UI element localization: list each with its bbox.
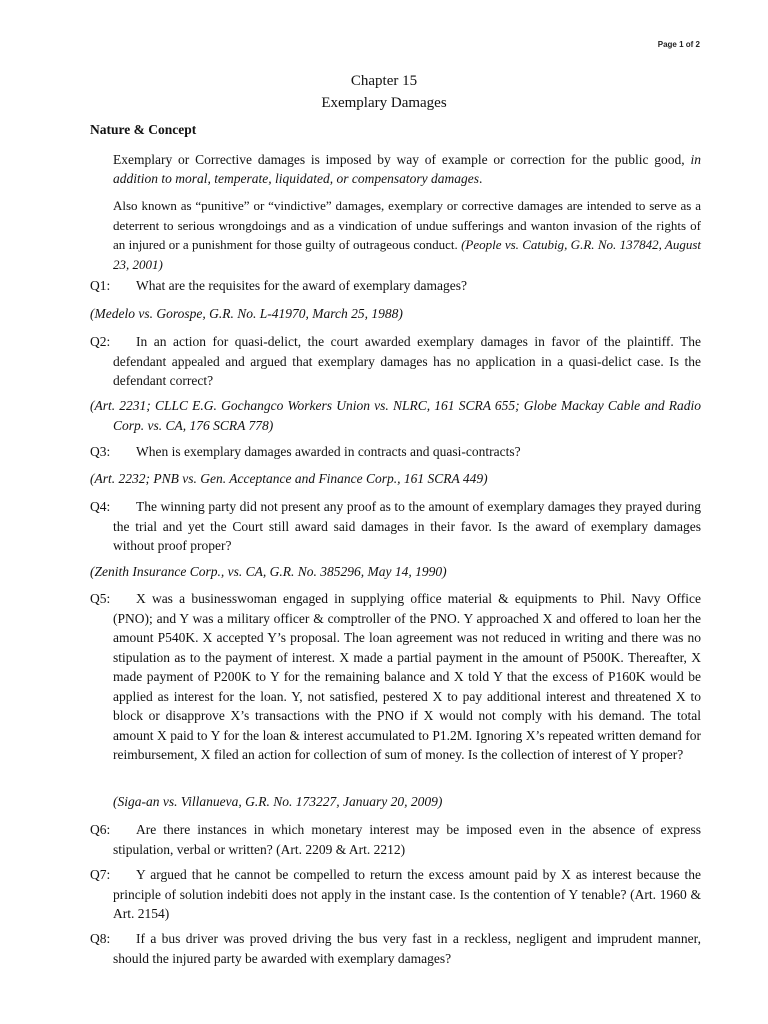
paragraph-definition: Exemplary or Corrective damages is imposed by way of example or correction for the public good, in addition to moral, temperate, liquidated, or compensatory damages. xyxy=(113,152,702,186)
question-label: Q1: xyxy=(90,278,111,293)
chapter-title-block xyxy=(0,70,768,114)
citation-4 xyxy=(90,562,701,582)
question-label: Q4: xyxy=(90,499,111,514)
question-text: In an action for quasi-delict, the court awarded exemplary damages in favor of the plaintiff. The defendant appealed and argued that exemplary damages has no application in a quasi-delict case. Is the defendant correct? xyxy=(113,334,701,388)
citation-3 xyxy=(90,469,701,489)
question-text: Are there instances in which monetary interest may be imposed even in the absence of express stipulation, verbal or written? (Art. 2209 & Art. 2212) xyxy=(113,822,701,857)
question-label: Q7: xyxy=(90,867,111,882)
page-number: Page 1 of 2 xyxy=(657,40,700,49)
citation-1 xyxy=(90,304,701,324)
citation-5 xyxy=(113,792,701,812)
question-7 xyxy=(90,865,701,924)
question-5 xyxy=(90,589,701,765)
question-8 xyxy=(90,929,701,968)
question-label: Q8: xyxy=(90,931,111,946)
question-4 xyxy=(90,497,701,556)
question-text: The winning party did not present any proof as to the amount of exemplary damages they prayed during the trial and yet the Court still award said damages in their favor. Is the award of exemplary damages without proof proper? xyxy=(113,499,701,553)
definition-italic: in addition to moral, temperate, liquidated, or compensatory damages xyxy=(113,152,702,186)
paragraph-also-known xyxy=(113,196,701,274)
question-text: If a bus driver was proved driving the bus very fast in a reckless, negligent and imprudent manner, should the injured party be awarded with exemplary damages? xyxy=(113,931,701,966)
question-6 xyxy=(90,820,701,859)
chapter-title: Exemplary Damages xyxy=(321,95,447,111)
citation-text: (Art. 2232; PNB vs. Gen. Acceptance and Finance Corp., 161 SCRA 449) xyxy=(90,471,488,486)
question-label: Q6: xyxy=(90,822,111,837)
question-text: Y argued that he cannot be compelled to return the excess amount paid by X as interest because the principle of solution indebiti does not apply in the instant case. Is the contention of Y tenable? (Art. 1960 & Art. 2154) xyxy=(113,867,701,921)
also-known-citation: (People vs. Catubig, G.R. No. 137842, August 23, 2001) xyxy=(113,237,702,272)
citation-2 xyxy=(90,396,701,435)
also-known-text: Also known as “punitive” or “vindictive” damages, exemplary or corrective damages are intended to serve as a deterrent to serious wrongdoings and as a vindication of undue sufferings and wanton invasion of the rights of an injured or a punishment for those guilty of outrageous conduct. xyxy=(113,198,701,252)
citation-text: (Zenith Insurance Corp., vs. CA, G.R. No. 385296, May 14, 1990) xyxy=(90,564,447,579)
question-text: What are the requisites for the award of exemplary damages? xyxy=(136,278,467,293)
question-label: Q5: xyxy=(90,591,111,606)
citation-text: (Medelo vs. Gorospe, G.R. No. L-41970, March 25, 1988) xyxy=(90,306,403,321)
question-3 xyxy=(90,442,701,462)
citation-text: (Art. 2231; CLLC E.G. Gochangco Workers Union vs. NLRC, 161 SCRA 655; Globe Mackay Cable and Radio Corp. vs. CA, 176 SCRA 778) xyxy=(90,398,701,433)
chapter-number: Chapter 15 xyxy=(350,73,418,89)
question-2 xyxy=(90,332,701,391)
question-1 xyxy=(90,276,701,296)
question-label: Q3: xyxy=(90,444,111,459)
citation-text: (Siga-an vs. Villanueva, G.R. No. 173227, January 20, 2009) xyxy=(113,794,443,809)
question-text: When is exemplary damages awarded in contracts and quasi-contracts? xyxy=(136,444,521,459)
question-text: X was a businesswoman engaged in supplying office material & equipments to Phil. Navy Office (PNO); and Y was a military officer & comptroller of the PNO. Y approached X and offered to loan her the amount P540K. X accepted Y’s proposal. The loan agreement was not reduced in writing and there was no stipulation as to the payment of interest. X made a partial payment in the amount of P500K. Thereafter, X made payment of P200K to Y for the remaining balance and X told Y that the excess of P160K would be applied as interest for the loan. Y, not satisfied, pestered X to pay additional interest and threatened X to block or disapprove X’s transactions with the PNO if X would not comply with his demand. The total amount X paid to Y for the loan & interest accumulated to P1.2M. Ignoring X’s repeated written demand for reimbursement, X filed an action for collection of sum of money. Is the collection of interest of Y proper? xyxy=(113,591,701,762)
section-heading: Nature & Concept xyxy=(90,122,197,137)
definition-text: Exemplary or Corrective damages is imposed by way of example or correction for the public good, xyxy=(113,152,685,167)
question-label: Q2: xyxy=(90,334,111,349)
